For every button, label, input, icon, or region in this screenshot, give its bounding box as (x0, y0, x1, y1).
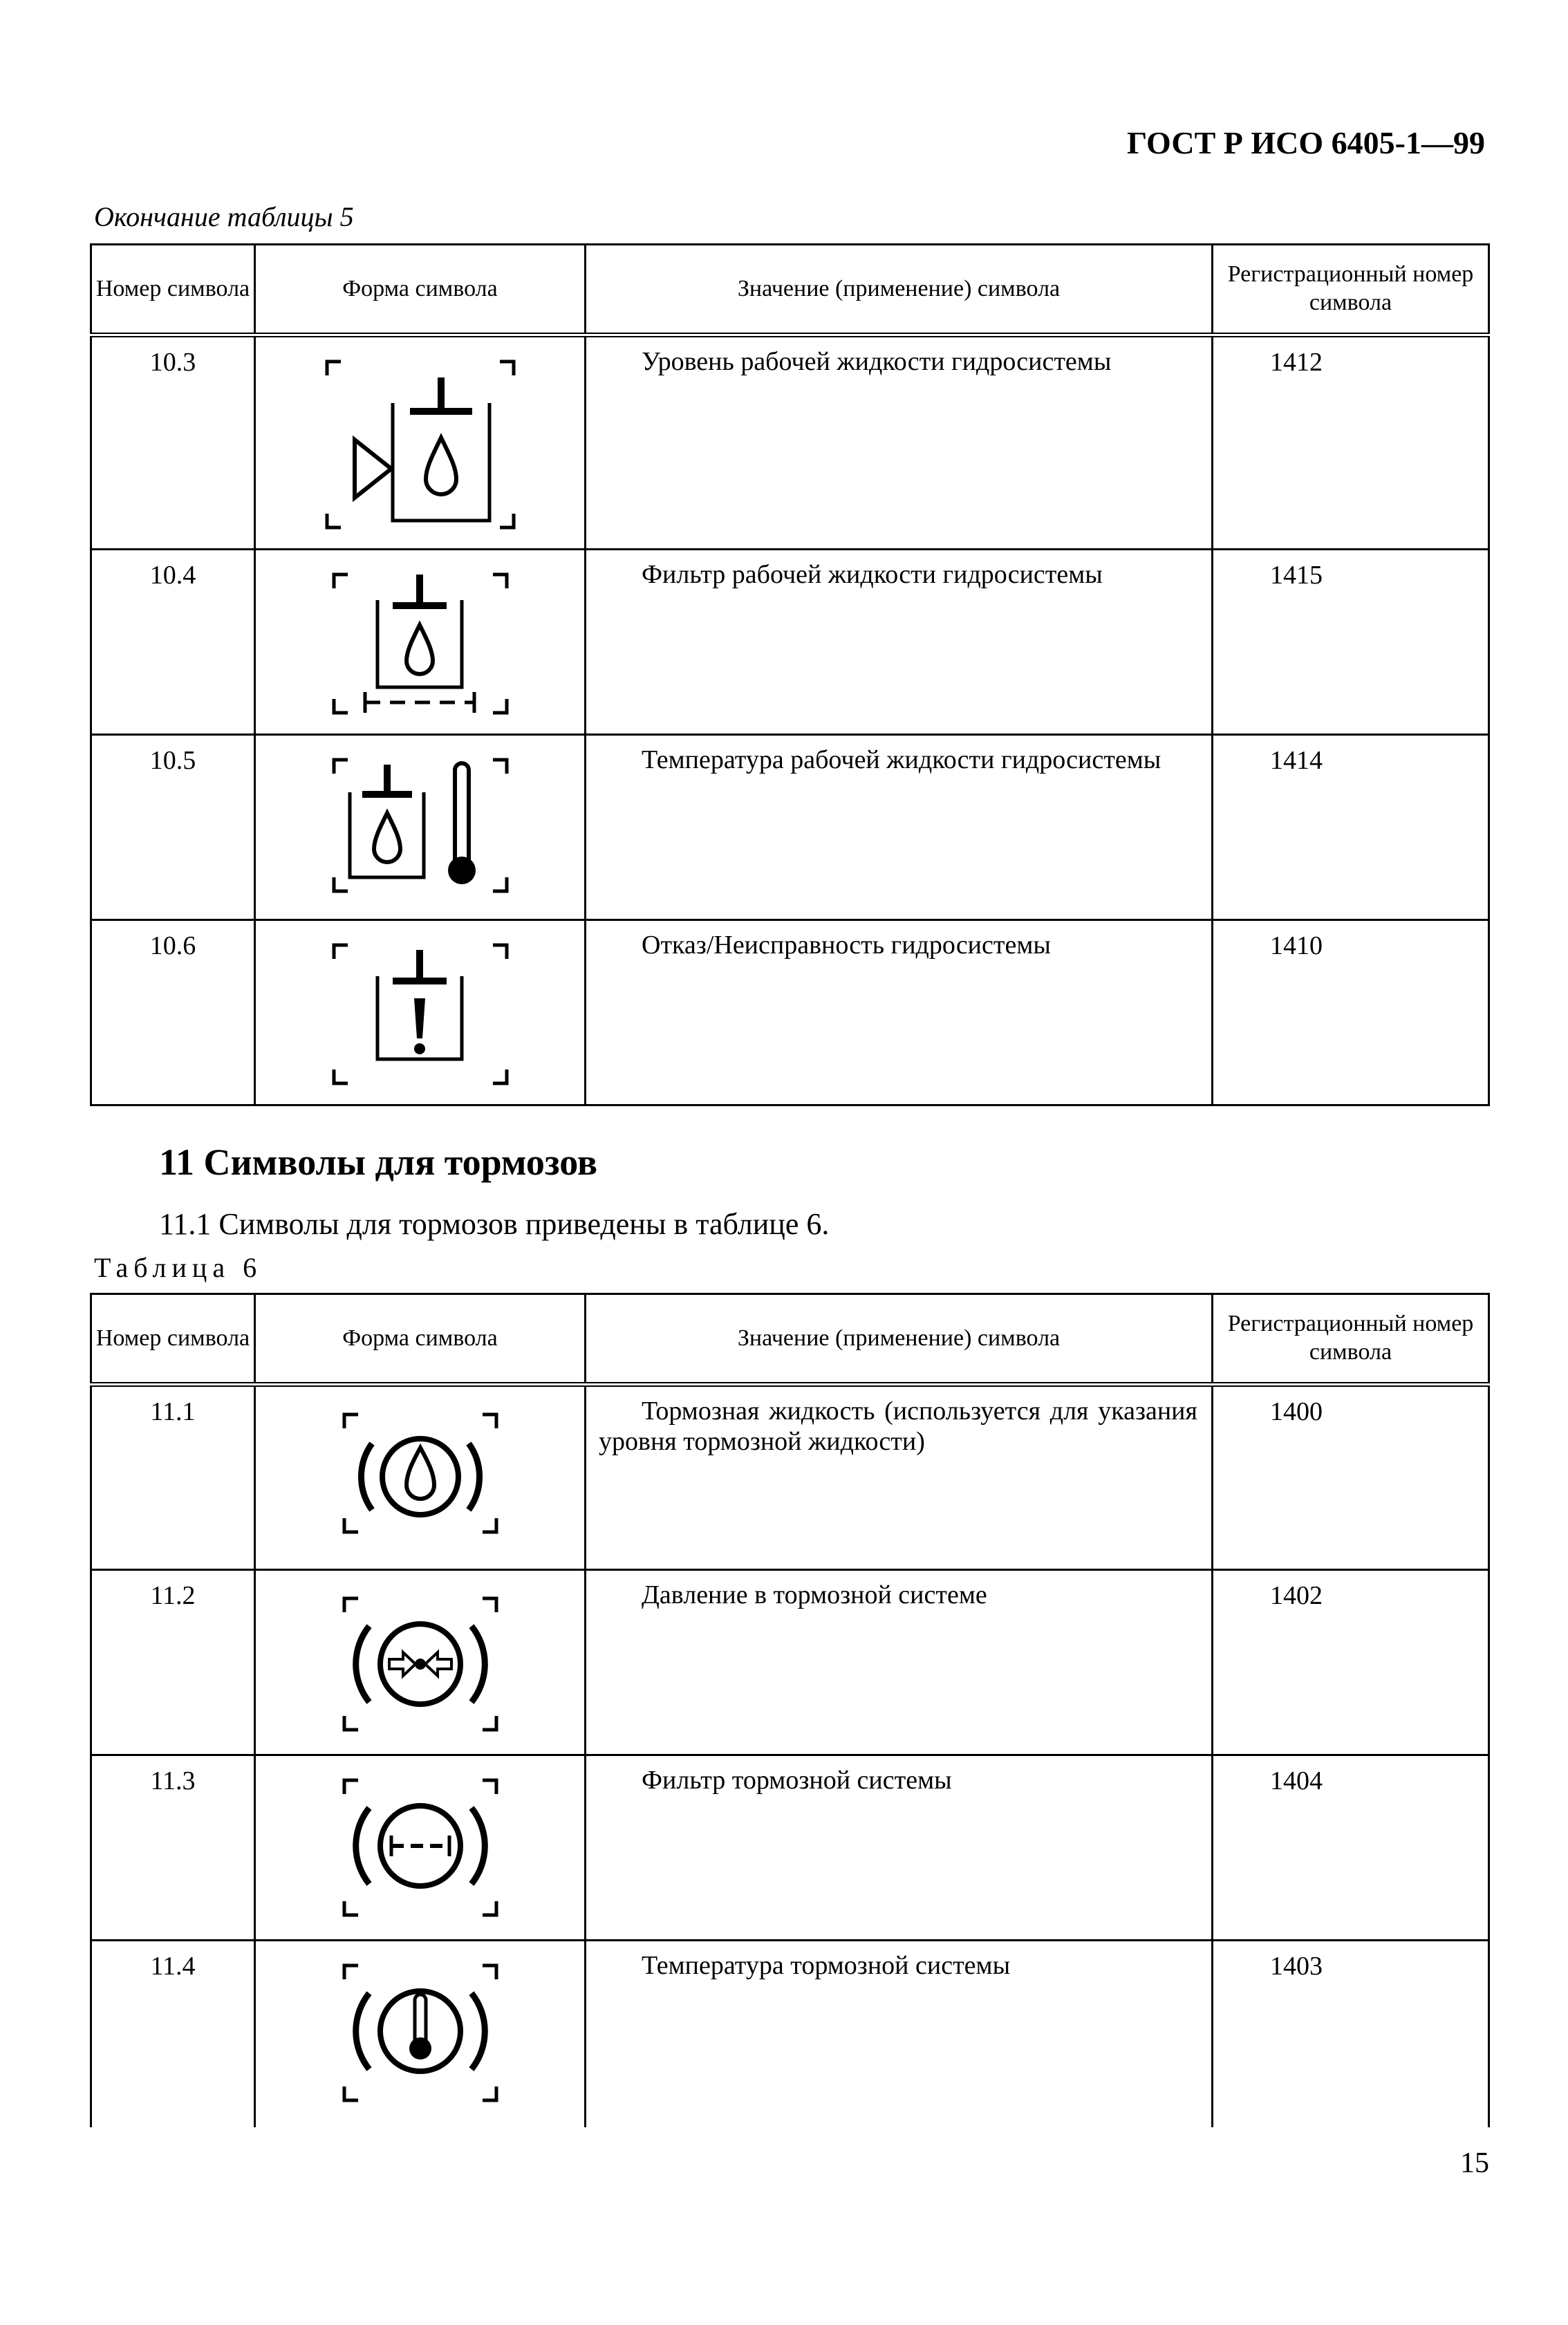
registration-number: 1415 (1213, 550, 1489, 735)
table-5-caption: Окончание таблицы 5 (94, 201, 354, 232)
symbol-shape (255, 550, 586, 735)
column-header-meaning: Значение (применение) символа (586, 1294, 1213, 1385)
table-5 (90, 243, 1490, 1106)
brake-temperature-icon (317, 1941, 524, 2114)
symbol-number: 11.4 (91, 1941, 255, 2127)
registration-number: 1404 (1213, 1755, 1489, 1941)
column-header-shape: Форма символа (255, 1294, 586, 1385)
column-header-reg-number: Регистрационный номер символа (1213, 245, 1489, 335)
table-row (91, 1385, 1489, 1570)
column-header-meaning: Значение (применение) символа (586, 245, 1213, 335)
symbol-shape (255, 1755, 586, 1941)
symbol-number: 10.5 (91, 735, 255, 920)
registration-number: 1400 (1213, 1385, 1489, 1570)
section-paragraph: 11.1 Символы для тормозов приведены в таблице 6. (159, 1207, 830, 1241)
table-row (91, 1941, 1489, 2127)
registration-number: 1412 (1213, 335, 1489, 550)
registration-number: 1403 (1213, 1941, 1489, 2127)
symbol-shape (255, 920, 586, 1105)
symbol-number: 10.3 (91, 335, 255, 550)
symbol-number: 11.3 (91, 1755, 255, 1941)
page-number: 15 (1460, 2147, 1489, 2179)
symbol-meaning: Давление в тормозной системе (586, 1570, 1213, 1755)
brake-fluid-icon (317, 1387, 524, 1560)
registration-number: 1414 (1213, 735, 1489, 920)
symbol-meaning: Температура тормозной системы (586, 1941, 1213, 2127)
symbol-meaning: Отказ/Неисправность гидросистемы (586, 920, 1213, 1105)
column-header-reg-number: Регистрационный номер символа (1213, 1294, 1489, 1385)
symbol-shape (255, 1385, 586, 1570)
table-row (91, 335, 1489, 550)
table-row (91, 1755, 1489, 1941)
table-6-label: Таблица 6 (94, 1252, 263, 1283)
column-header-number: Номер символа (91, 245, 255, 335)
column-header-number: Номер символа (91, 1294, 255, 1385)
brake-pressure-icon (317, 1571, 524, 1744)
table-6 (90, 1293, 1490, 2127)
symbol-meaning: Уровень рабочей жидкости гидросистемы (586, 335, 1213, 550)
hydraulic-fluid-temperature-icon (317, 736, 524, 908)
table-row (91, 1570, 1489, 1755)
brake-filter-icon (317, 1756, 524, 1929)
symbol-shape (255, 735, 586, 920)
symbol-shape (255, 1941, 586, 2127)
table-header-row (91, 1294, 1489, 1385)
symbol-number: 11.2 (91, 1570, 255, 1755)
symbol-number: 11.1 (91, 1385, 255, 1570)
table-header-row (91, 245, 1489, 335)
symbol-shape (255, 335, 586, 550)
hydraulic-system-failure-icon (317, 921, 524, 1094)
registration-number: 1402 (1213, 1570, 1489, 1755)
symbol-number: 10.4 (91, 550, 255, 735)
symbol-meaning: Тормозная жидкость (используется для указания уровня тормозной жидкости) (586, 1385, 1213, 1570)
symbol-meaning: Температура рабочей жидкости гидросистемы (586, 735, 1213, 920)
section-heading: 11 Символы для тормозов (159, 1141, 598, 1183)
symbol-shape (255, 1570, 586, 1755)
document-code: ГОСТ Р ИСО 6405-1—99 (1126, 125, 1485, 160)
symbol-meaning: Фильтр тормозной системы (586, 1755, 1213, 1941)
symbol-meaning: Фильтр рабочей жидкости гидросистемы (586, 550, 1213, 735)
table-row (91, 550, 1489, 735)
table-row (91, 920, 1489, 1105)
hydraulic-fluid-filter-icon (317, 550, 524, 723)
hydraulic-fluid-level-icon (317, 337, 524, 538)
column-header-shape: Форма символа (255, 245, 586, 335)
table-row (91, 735, 1489, 920)
symbol-number: 10.6 (91, 920, 255, 1105)
registration-number: 1410 (1213, 920, 1489, 1105)
